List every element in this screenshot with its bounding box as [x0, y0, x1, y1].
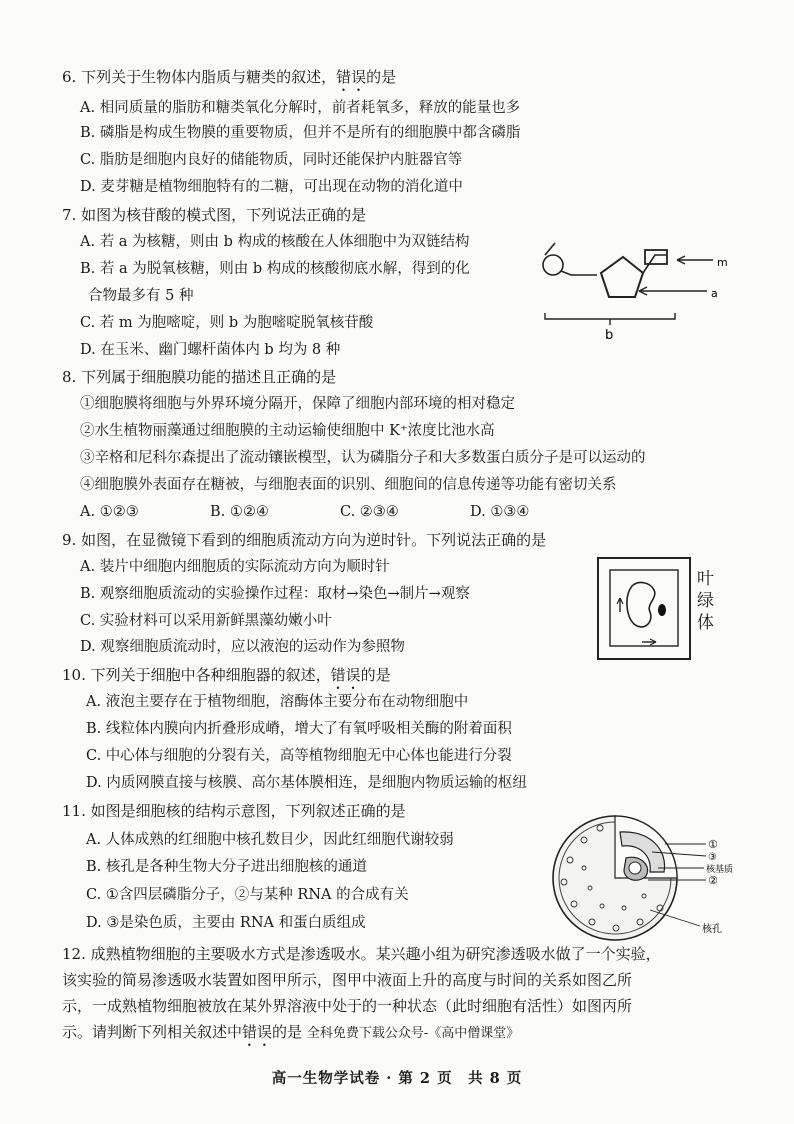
page-footer: 高一生物学试卷 · 第 2 页 共 8 页 — [271, 1070, 523, 1087]
q8-statement-3: ③辛格和尼科尔森提出了流动镶嵌模型，认为磷脂分子和大多数蛋白质分子是可以运动的 — [80, 450, 646, 466]
nucleus-diagram — [540, 810, 740, 945]
label-a: a — [711, 287, 718, 300]
q10-option-b: B. 线粒体内膜向内折叠形成嵴，增大了有氧呼吸相关酶的附着面积 — [86, 721, 512, 737]
emphasis-wrong: 错误 — [242, 1023, 273, 1041]
chloroplast-label: 叶 绿 体 — [697, 569, 714, 633]
label-b: b — [605, 328, 614, 343]
q12-line-1: 12. 成熟植物细胞的主要吸水方式是渗透吸水。某兴趣小组为研究渗透吸水做了一个实验， — [62, 945, 661, 963]
q6-option-d: D. 麦芽糖是植物细胞特有的二糖，可出现在动物的消化道中 — [80, 179, 463, 195]
q7-option-c: C. 若 m 为胞嘧啶，则 b 为胞嘧啶脱氧核苷酸 — [80, 315, 374, 331]
q11-option-c: C. ①含四层磷脂分子，②与某种 RNA 的合成有关 — [86, 887, 409, 903]
emphasis-wrong: 错误 — [336, 68, 367, 86]
q8-statement-4: ④细胞膜外表面存在糖被，与细胞表面的识别、细胞间的信息传递等功能有密切关系 — [80, 477, 617, 493]
label-3: ③ — [708, 852, 717, 863]
q9-option-b: B. 观察细胞质流动的实验操作过程：取材→染色→制片→观察 — [80, 586, 470, 602]
q12-line-2: 该实验的简易渗透吸水装置如图甲所示，图甲中液面上升的高度与时间的关系如图乙所 — [62, 971, 633, 989]
q7-option-b-cont: 合物最多有 5 种 — [88, 288, 194, 304]
q8-stem: 8. 下列属于细胞膜功能的描述且正确的是 — [62, 368, 337, 386]
q12-line-4: 示。请判断下列相关叙述中错误的是 全科免费下载公众号-《高中僧课堂》 — [62, 1023, 520, 1041]
q10-stem: 10. 下列关于细胞中各种细胞器的叙述，错误的是 — [62, 666, 391, 684]
label-m: m — [717, 256, 728, 269]
q10-option-a: A. 液泡主要存在于植物细胞，溶酶体主要分布在动物细胞中 — [86, 694, 469, 710]
q8-statement-1: ①细胞膜将细胞与外界环境分隔开，保障了细胞内部环境的相对稳定 — [80, 396, 515, 412]
q11-stem: 11. 如图是细胞核的结构示意图，下列叙述正确的是 — [62, 802, 406, 820]
q9-option-c: C. 实验材料可以采用新鲜黑藻幼嫩小叶 — [80, 613, 332, 629]
q6-option-b: B. 磷脂是构成生物膜的重要物质，但并不是所有的细胞膜中都含磷脂 — [80, 125, 521, 141]
q11-option-b: B. 核孔是各种生物大分子进出细胞核的通道 — [86, 859, 367, 875]
nucleotide-diagram — [535, 225, 735, 350]
label-nuclear-matrix: 核基质 — [706, 865, 734, 875]
q8-answer-c: C. ②③④ — [340, 504, 399, 520]
q6-stem: 6. 下列关于生物体内脂质与糖类的叙述，错误的是 — [62, 68, 397, 86]
watermark-text: 全科免费下载公众号-《高中僧课堂》 — [306, 1026, 520, 1041]
q9-option-a: A. 装片中细胞内细胞质的实际流动方向为顺时针 — [80, 559, 390, 575]
q11-option-a: A. 人体成熟的红细胞中核孔数目少，因此红细胞代谢较弱 — [86, 832, 454, 848]
q7-option-b: B. 若 a 为脱氧核糖，则由 b 构成的核酸彻底水解，得到的化 — [80, 261, 470, 277]
q6-option-a: A. 相同质量的脂肪和糖类氧化分解时，前者耗氧多，释放的能量也多 — [80, 100, 521, 116]
q8-statement-2: ②水生植物丽藻通过细胞膜的主动运输使细胞中 K⁺浓度比池水高 — [80, 423, 495, 439]
cytoplasm-flow-diagram — [596, 556, 692, 661]
emphasis-wrong: 错误 — [330, 666, 361, 684]
label-2: ② — [708, 874, 718, 887]
q7-option-d: D. 在玉米、幽门螺杆菌体内 b 均为 8 种 — [80, 342, 341, 358]
q8-answer-b: B. ①②④ — [210, 504, 269, 520]
q7-option-a: A. 若 a 为核糖，则由 b 构成的核酸在人体细胞中为双链结构 — [80, 234, 470, 250]
q8-answer-a: A. ①②③ — [80, 504, 139, 520]
q12-line-3: 示，一成熟植物细胞被放在某外界溶液中处于的一种状态（此时细胞有活性）如图丙所 — [62, 997, 633, 1015]
q8-answer-d: D. ①③④ — [470, 504, 530, 520]
q11-option-d: D. ③是染色质，主要由 RNA 和蛋白质组成 — [86, 915, 366, 931]
q10-option-c: C. 中心体与细胞的分裂有关，高等植物细胞无中心体也能进行分裂 — [86, 748, 512, 764]
q9-option-d: D. 观察细胞质流动时，应以液泡的运动作为参照物 — [80, 639, 405, 655]
label-nuclear-pore: 核孔 — [702, 924, 722, 935]
label-1: ① — [708, 838, 718, 851]
q10-option-d: D. 内质网膜直接与核膜、高尔基体膜相连，是细胞内物质运输的枢纽 — [86, 775, 527, 791]
q6-option-c: C. 脂肪是细胞内良好的储能物质，同时还能保护内脏器官等 — [80, 152, 463, 168]
q9-stem: 9. 如图，在显微镜下看到的细胞质流动方向为逆时针。下列说法正确的是 — [62, 531, 547, 549]
q7-stem: 7. 如图为核苷酸的模式图，下列说法正确的是 — [62, 206, 367, 224]
